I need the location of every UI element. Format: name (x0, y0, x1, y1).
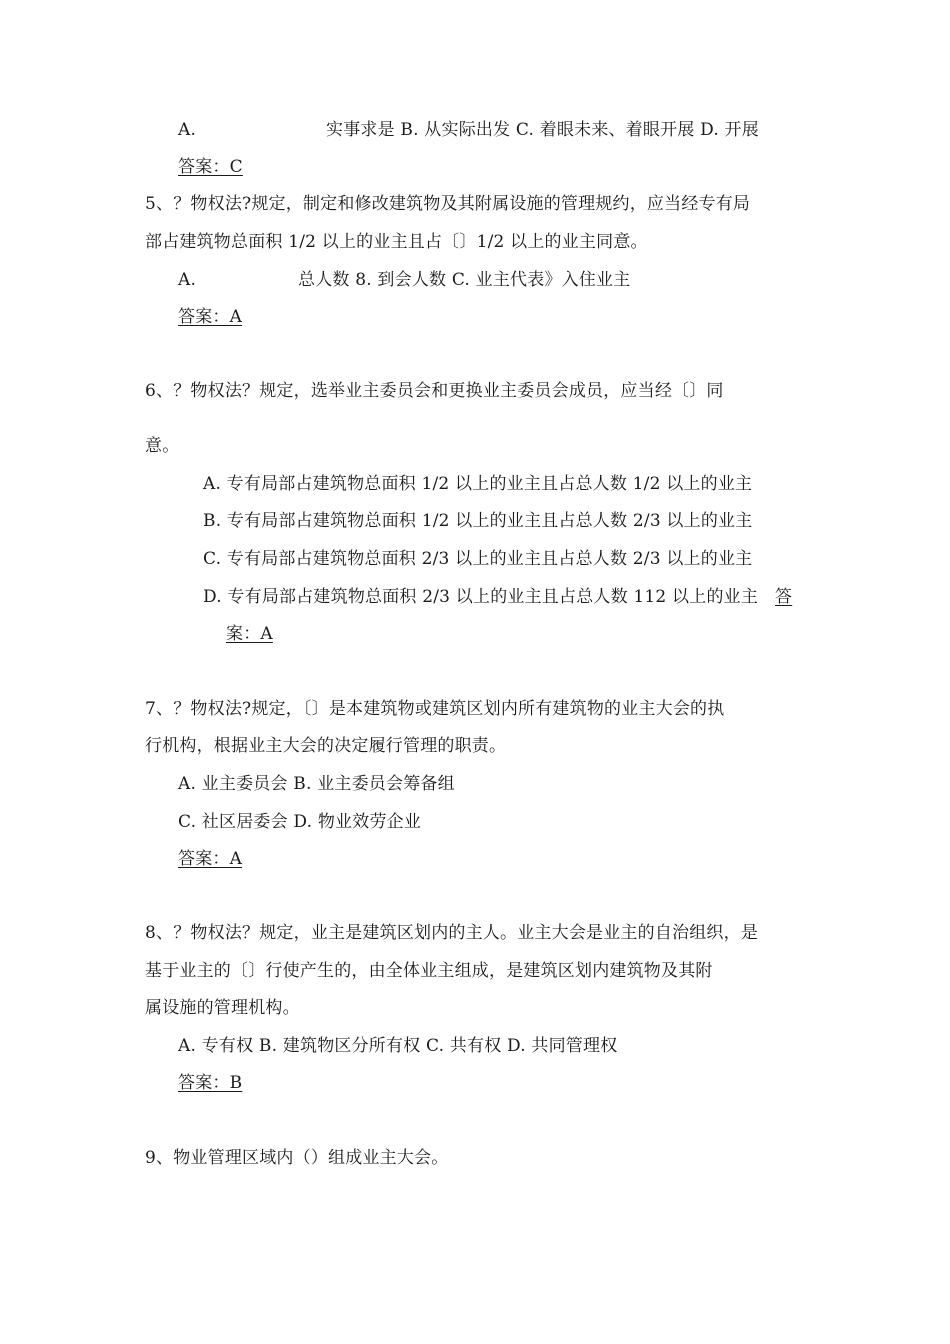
answer-line: 答案：B (178, 1073, 243, 1093)
option-d: D. 专有局部占建筑物总面积 2/3 以上的业主且占总人数 112 以上的业主 (203, 587, 759, 607)
question-7-line-1: 7、？物权法?规定，〔〕是本建筑物或建筑区划内所有建筑物的业主大会的执 (145, 699, 725, 719)
question-5-line-2: 部占建筑物总面积 1/2 以上的业主且占〔〕1/2 以上的业主同意。 (145, 232, 648, 252)
option-label-a: A. (178, 120, 197, 140)
question-9-line-1: 9、物业管理区域内（）组成业主大会。 (145, 1148, 449, 1168)
question-6-line-2: 意。 (145, 436, 180, 456)
question-6-line-1: 6、？物权法？规定，选举业主委员会和更换业主委员会成员，应当经〔〕同 (145, 381, 724, 401)
options-line: 总人数 8. 到会人数 C. 业主代表》入住业主 (298, 270, 631, 290)
options-line: 实事求是 B. 从实际出发 C. 着眼未来、着眼开展 D. 开展 (326, 120, 759, 140)
options-line-2: C. 社区居委会 D. 物业效劳企业 (178, 812, 422, 832)
option-a: A. 专有局部占建筑物总面积 1/2 以上的业主且占总人数 1/2 以上的业主 (203, 474, 753, 494)
options-line: A. 专有权 B. 建筑物区分所有权 C. 共有权 D. 共同管理权 (178, 1036, 618, 1056)
options-line-1: A. 业主委员会 B. 业主委员会筹备组 (178, 774, 455, 794)
option-b: B. 专有局部占建筑物总面积 1/2 以上的业主且占总人数 2/3 以上的业主 (203, 511, 753, 531)
question-7-line-2: 行机构，根据业主大会的决定履行管理的职责。 (145, 736, 507, 756)
answer-line: 答案：A (178, 307, 243, 327)
answer-line: 案：A (226, 624, 273, 644)
question-8-line-1: 8、？物权法？规定，业主是建筑区划内的主人。业主大会是业主的自治组织，是 (145, 923, 759, 943)
answer-line: 答案：C (178, 157, 243, 177)
option-label-a: A. (178, 270, 197, 290)
option-c: C. 专有局部占建筑物总面积 2/3 以上的业主且占总人数 2/3 以上的业主 (203, 549, 753, 569)
answer-line-start: 答 (775, 587, 793, 607)
question-5-line-1: 5、？物权法?规定，制定和修改建筑物及其附属设施的管理规约，应当经专有局 (145, 194, 751, 214)
question-8-line-3: 属设施的管理机构。 (145, 998, 300, 1018)
question-8-line-2: 基于业主的〔〕行使产生的，由全体业主组成，是建筑区划内建筑物及其附 (145, 961, 713, 981)
answer-line: 答案：A (178, 849, 243, 869)
